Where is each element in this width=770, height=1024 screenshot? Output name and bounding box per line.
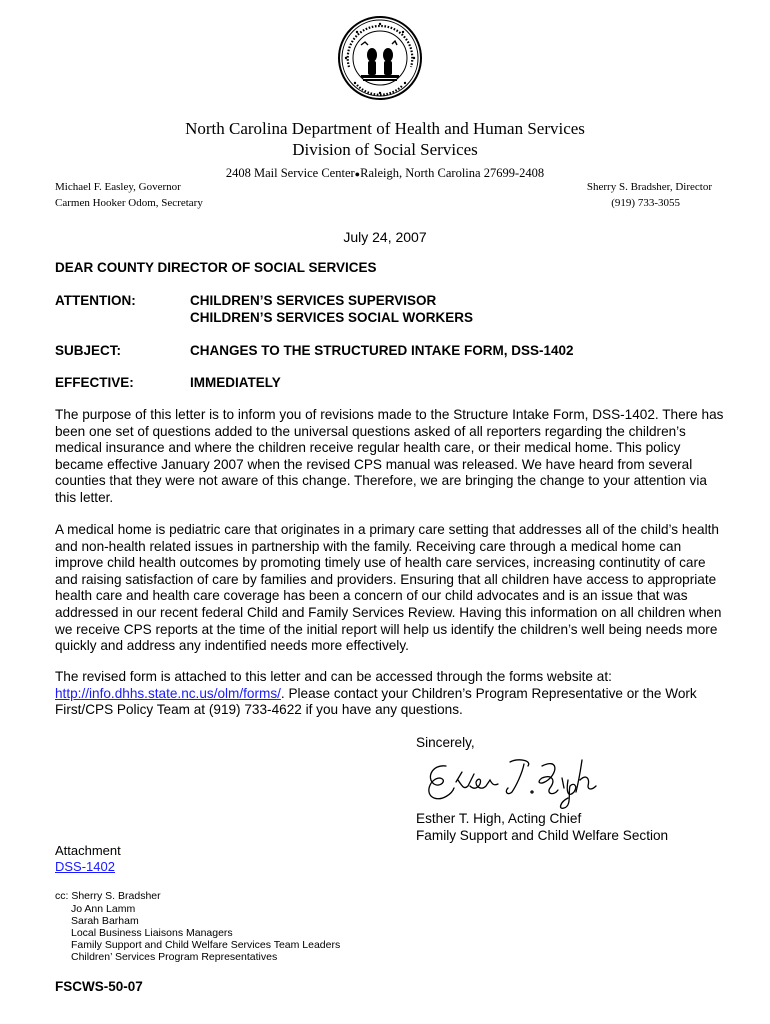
cc-item: Jo Ann Lamm xyxy=(71,903,136,915)
attention-line-2: CHILDREN’S SERVICES SOCIAL WORKERS xyxy=(190,310,474,325)
handwritten-signature xyxy=(418,752,628,812)
paragraph-1-text: The purpose of this letter is to inform you of revisions made to the Structure Intake Form, DSS-1402. There has been one set of questions added to the universal questions asked of all reporters regarding the children’s medical insurance and where the children receive regular health care, or their medical home. This policy became effective January 2007 when the revised CPS manual was released. We have heard from several counties that they were not aware of this change. Therefore, we are bringing the change to your attention via this letter. xyxy=(55,407,724,505)
governor-name: Michael F. Easley, Governor xyxy=(55,181,181,193)
effective-value: IMMEDIATELY xyxy=(190,375,281,390)
cc-item: Sarah Barham xyxy=(71,915,139,927)
state-seal xyxy=(337,15,423,101)
director-phone: (919) 733-3055 xyxy=(611,197,680,209)
effective-label: EFFECTIVE: xyxy=(55,375,134,390)
attachment-link[interactable]: DSS-1402 xyxy=(55,859,115,874)
signer-name-title: Esther T. High, Acting Chief xyxy=(416,811,582,826)
forms-website-link[interactable]: http://info.dhhs.state.nc.us/olm/forms/ xyxy=(55,685,281,701)
letter-date: July 24, 2007 xyxy=(343,229,427,245)
paragraph-3-start: The revised form is attached to this letter and can be accessed through the forms website at: xyxy=(55,669,612,684)
paragraph-3-end: . Please contact your Children’s Program Representative or the Work First/CPS Policy Team at (919) 733-4622 if you have any questions. xyxy=(55,685,697,718)
cc-item: Family Support and Child Welfare Services Team Leaders xyxy=(71,939,341,951)
cc-item: Local Business Liaisons Managers xyxy=(71,927,233,939)
division-name: Division of Social Services xyxy=(292,140,478,159)
secretary-name: Carmen Hooker Odom, Secretary xyxy=(55,197,203,209)
paragraph-2 xyxy=(55,522,725,655)
address-line xyxy=(0,166,770,181)
address-part2: Raleigh, North Carolina 27699-2408 xyxy=(360,166,545,180)
paragraph-3-text xyxy=(55,669,725,719)
attention-label: ATTENTION: xyxy=(55,293,136,308)
paragraph-3 xyxy=(55,669,725,719)
bullet-icon: ● xyxy=(354,169,361,179)
closing-sincerely: Sincerely, xyxy=(416,735,475,750)
paragraph-1 xyxy=(55,407,725,507)
footer-code: FSCWS-50-07 xyxy=(55,979,143,994)
director-name: Sherry S. Bradsher, Director xyxy=(586,181,712,193)
subject-label: SUBJECT: xyxy=(55,343,122,358)
subject-value: CHANGES TO THE STRUCTURED INTAKE FORM, DSS-1402 xyxy=(190,343,574,358)
attachment-label: Attachment xyxy=(55,843,121,858)
signer-section: Family Support and Child Welfare Section xyxy=(416,828,669,843)
department-name: North Carolina Department of Health and Human Services xyxy=(185,119,585,138)
attention-line-1: CHILDREN’S SERVICES SUPERVISOR xyxy=(190,293,437,308)
cc-first: cc: Sherry S. Bradsher xyxy=(55,890,161,902)
address-part1: 2408 Mail Service Center xyxy=(225,166,355,180)
salutation: DEAR COUNTY DIRECTOR OF SOCIAL SERVICES xyxy=(55,260,377,275)
paragraph-2-text: A medical home is pediatric care that originates in a primary care setting that addresses all of the child’s health and non-health related issues in partnership with the family. Receiving care through a medical home can improve child health outcomes by promoting timely use of health care services, increasing continutity of care and raising satisfaction of care by families and providers. Ensuring that all children have access to appropriate health care and health care coverage has been a concern of our child advocates and is an issue that was addressed in our recent federal Child and Family Services Review. Having this information on all children when we receive CPS reports at the time of the initial report will help us identify the children’s well being needs more quickly and address any indentified needs more effectively. xyxy=(55,522,722,654)
cc-item: Children’ Services Program Representatives xyxy=(71,951,278,963)
